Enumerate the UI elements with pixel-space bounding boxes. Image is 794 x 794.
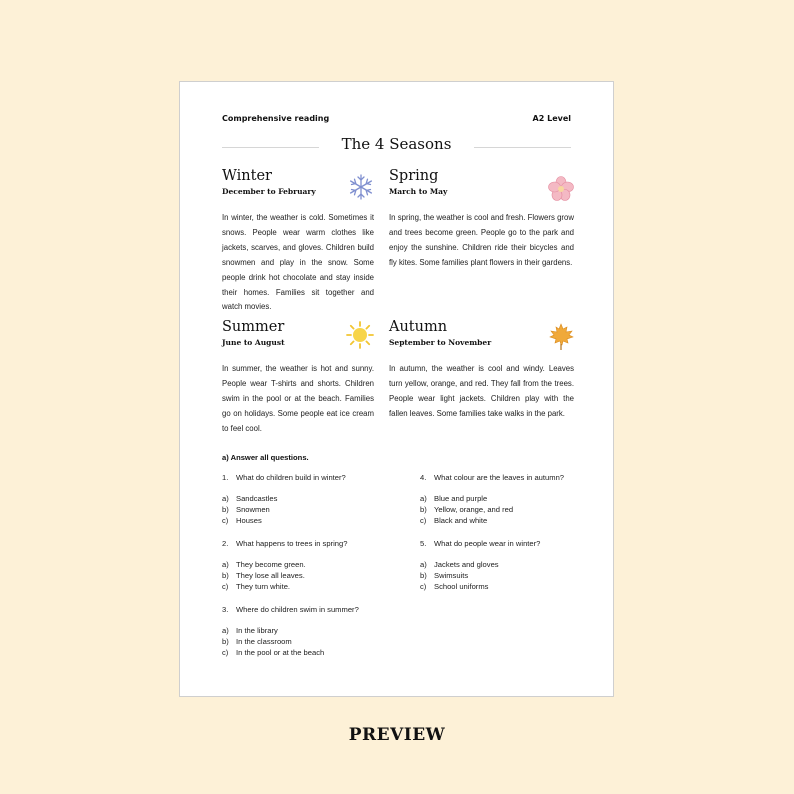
season-name: Summer bbox=[222, 319, 285, 335]
option-c[interactable] bbox=[420, 515, 590, 526]
option-a[interactable] bbox=[222, 493, 402, 504]
question-3 bbox=[222, 605, 402, 658]
header-level: A2 Level bbox=[532, 114, 571, 123]
season-text: In spring, the weather is cool and fresh. Flowers grow and trees become green. People go to the park and enjoy the sunshine. Children ride their bicycles and fly kites. Some families plant flowers in their gardens. bbox=[389, 213, 574, 267]
option-letter: c) bbox=[222, 648, 229, 657]
option-text: Black and white bbox=[434, 516, 488, 525]
option-a[interactable] bbox=[420, 559, 590, 570]
option-b[interactable] bbox=[222, 636, 402, 647]
option-b[interactable] bbox=[420, 504, 590, 515]
option-text: In the pool or at the beach bbox=[236, 648, 325, 657]
option-letter: c) bbox=[222, 516, 229, 525]
header-subject: Comprehensive reading bbox=[222, 114, 330, 123]
question-5 bbox=[420, 539, 590, 592]
page-title: The 4 Seasons bbox=[341, 135, 452, 153]
snowflake-icon bbox=[348, 174, 374, 200]
season-name: Autumn bbox=[389, 319, 448, 335]
option-text: In the classroom bbox=[236, 637, 292, 646]
question-text: Where do children swim in summer? bbox=[236, 605, 359, 614]
question-number: 3. bbox=[222, 605, 229, 614]
season-text: In summer, the weather is hot and sunny. People wear T-shirts and shorts. Children swim in the pool or at the beach. Families go on holidays. Some people eat ice cream to feel cool. bbox=[222, 364, 374, 433]
question-number: 1. bbox=[222, 473, 229, 482]
option-letter: a) bbox=[420, 494, 427, 503]
season-months: June to August bbox=[222, 338, 285, 347]
option-text: Blue and purple bbox=[434, 494, 488, 503]
option-c[interactable] bbox=[420, 581, 590, 592]
worksheet-page bbox=[179, 81, 614, 697]
season-text: In autumn, the weather is cool and windy. Leaves turn yellow, orange, and red. They fall from the trees. People wear light jackets. Children play with the fallen leaves. Some families take walks in the park. bbox=[389, 364, 574, 418]
option-text: Yellow, orange, and red bbox=[434, 505, 514, 514]
season-months: December to February bbox=[222, 187, 316, 196]
option-b[interactable] bbox=[222, 570, 402, 581]
option-text: Swimsuits bbox=[434, 571, 469, 580]
option-b[interactable] bbox=[222, 504, 402, 515]
question-text: What colour are the leaves in autumn? bbox=[434, 473, 565, 482]
option-letter: c) bbox=[222, 582, 229, 591]
option-letter: b) bbox=[420, 505, 427, 514]
question-text: What happens to trees in spring? bbox=[236, 539, 348, 548]
question-1 bbox=[222, 473, 402, 526]
questions-right-column bbox=[420, 473, 590, 605]
title-rule-right bbox=[474, 147, 571, 148]
option-a[interactable] bbox=[222, 625, 402, 636]
question-text: What do people wear in winter? bbox=[434, 539, 541, 548]
option-letter: c) bbox=[420, 516, 427, 525]
season-months: September to November bbox=[389, 338, 492, 347]
season-summer bbox=[222, 319, 374, 437]
option-text: Houses bbox=[236, 516, 262, 525]
option-text: They become green. bbox=[236, 560, 306, 569]
questions-heading: a) Answer all questions. bbox=[222, 453, 309, 462]
option-letter: c) bbox=[420, 582, 427, 591]
option-letter: b) bbox=[222, 637, 229, 646]
option-text: Sandcastles bbox=[236, 494, 278, 503]
season-text: In winter, the weather is cold. Sometimes it snows. People wear warm clothes like jackets, scarves, and gloves. Children build snowmen and play in the snow. Some people drink hot chocolate and stay inside their homes. Families sit together and watch movies. bbox=[222, 213, 374, 312]
option-letter: b) bbox=[222, 571, 229, 580]
question-number: 4. bbox=[420, 473, 427, 482]
preview-label: PREVIEW bbox=[348, 725, 446, 745]
question-4 bbox=[420, 473, 590, 526]
option-text: In the library bbox=[236, 626, 278, 635]
season-months: March to May bbox=[389, 187, 448, 196]
question-number: 5. bbox=[420, 539, 427, 548]
option-a[interactable] bbox=[222, 559, 402, 570]
question-number: 2. bbox=[222, 539, 229, 548]
sun-icon bbox=[346, 321, 374, 349]
option-letter: a) bbox=[222, 560, 229, 569]
option-a[interactable] bbox=[420, 493, 590, 504]
option-text: They lose all leaves. bbox=[236, 571, 305, 580]
option-letter: b) bbox=[222, 505, 229, 514]
option-text: School uniforms bbox=[434, 582, 489, 591]
option-letter: a) bbox=[222, 494, 229, 503]
option-b[interactable] bbox=[420, 570, 590, 581]
maple-leaf-icon bbox=[548, 323, 574, 351]
season-spring bbox=[389, 168, 574, 271]
option-text: Jackets and gloves bbox=[434, 560, 499, 569]
option-text: They turn white. bbox=[236, 582, 291, 591]
season-autumn bbox=[389, 319, 574, 422]
season-name: Winter bbox=[222, 168, 272, 184]
season-name: Spring bbox=[389, 168, 439, 184]
option-letter: a) bbox=[420, 560, 427, 569]
option-letter: b) bbox=[420, 571, 427, 580]
questions-left-column bbox=[222, 473, 402, 671]
option-c[interactable] bbox=[222, 647, 402, 658]
option-c[interactable] bbox=[222, 581, 402, 592]
option-c[interactable] bbox=[222, 515, 402, 526]
option-letter: a) bbox=[222, 626, 229, 635]
option-text: Snowmen bbox=[236, 505, 270, 514]
question-2 bbox=[222, 539, 402, 592]
season-winter bbox=[222, 168, 374, 315]
question-text: What do children build in winter? bbox=[236, 473, 346, 482]
flower-icon bbox=[548, 176, 574, 202]
